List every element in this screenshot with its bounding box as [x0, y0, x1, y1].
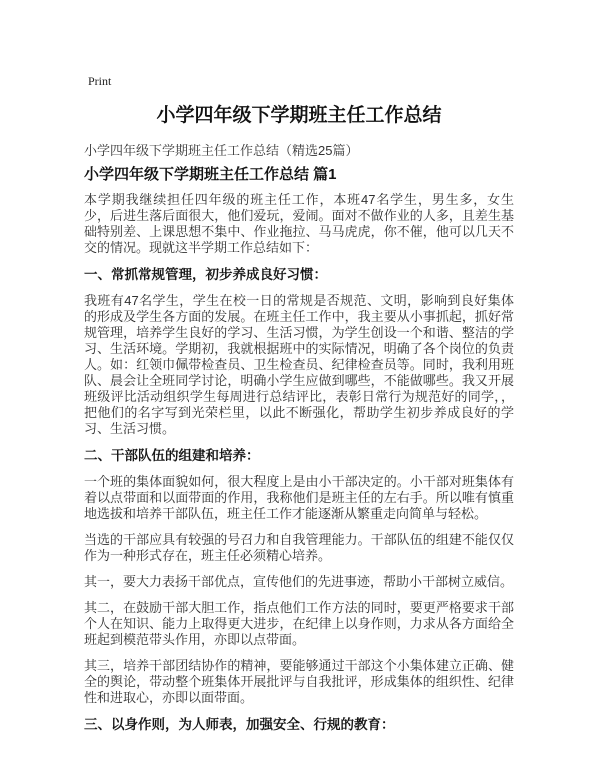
paragraph-cadre-point-3: 其三，培养干部团结协作的精神，要能够通过干部这个小集体建立正确、健全的舆论，带动整个班集体开展批评与自我批评，形成集体的组织性、纪律性和进取心，亦即以面带面。 [84, 658, 514, 705]
heading-cadre-team: 二、干部队伍的组建和培养： [84, 448, 260, 463]
paragraph-cadre-point-1: 其一，要大力表扬干部优点，宣传他们的先进事迹，帮助小干部树立威信。 [84, 574, 514, 589]
page-title: 小学四年级下学期班主任工作总结 [156, 105, 442, 126]
paragraph-cadre-overview: 一个班的集体面貌如何，很大程度上是由小干部决定的。小干部对班集体有着以点带面和以面带面的作用，我称他们是班主任的左右手。所以唯有慎重地选拔和培养干部队伍，班主任工作才能逐渐从繁重走向简单与轻松。 [84, 474, 514, 521]
paragraph-routine-management: 我班有47名学生，学生在校一日的常规是否规范、文明，影响到良好集体的形成及学生各方面的发展。在班主任工作中，我主要从小事抓起，抓好常规管理，培养学生良好的学习、生活习惯，为学生创设一个和谐、整洁的学习、生活环境。学期初，我就根据班中的实际情况，明确了各个岗位的负责人。如：红领巾佩带检查员、卫生检查员、纪律检查员等。同时，我利用班队、晨会让全班同学讨论，明确小学生应做到哪些，不能做哪些。我又开展班级评比活动组织学生每周进行总结评比，表彰日常行为规范好的同学，，把他们的名字写到光荣栏里，以此不断强化，帮助学生初步养成良好的学习、生活习惯。 [84, 293, 514, 436]
article-section-heading: 小学四年级下学期班主任工作总结 篇1 [84, 166, 337, 183]
article-subtitle: 小学四年级下学期班主任工作总结（精选25篇） [84, 143, 359, 158]
paragraph-cadre-point-2: 其二，在鼓励干部大胆工作，指点他们工作方法的同时，要更严格要求干部个人在知识、能力上取得更大进步，在纪律上以身作则，力求从各方面给全班起到模范带头作用，亦即以点带面。 [84, 600, 514, 647]
paragraph-intro: 本学期我继续担任四年级的班主任工作，本班47名学生，男生多，女生少，后进生落后面很大，他们爱玩，爱闹。面对不做作业的人多，且差生基础特别差、上课思想不集中、作业拖拉、马马虎虎，你不催，他可以几天不交的情况。现就这半学期工作总结如下： [84, 192, 514, 255]
heading-lead-by-example: 三、以身作则，为人师表，加强安全、行规的教育： [84, 717, 395, 732]
print-link[interactable]: Print [88, 74, 112, 88]
heading-routine-management: 一、常抓常规管理，初步养成良好习惯： [84, 267, 327, 282]
document-page [84, 0, 514, 733]
paragraph-cadre-selection: 当选的干部应具有较强的号召力和自我管理能力。干部队伍的组建不能仅仅作为一种形式存在，班主任必须精心培养。 [84, 532, 514, 563]
